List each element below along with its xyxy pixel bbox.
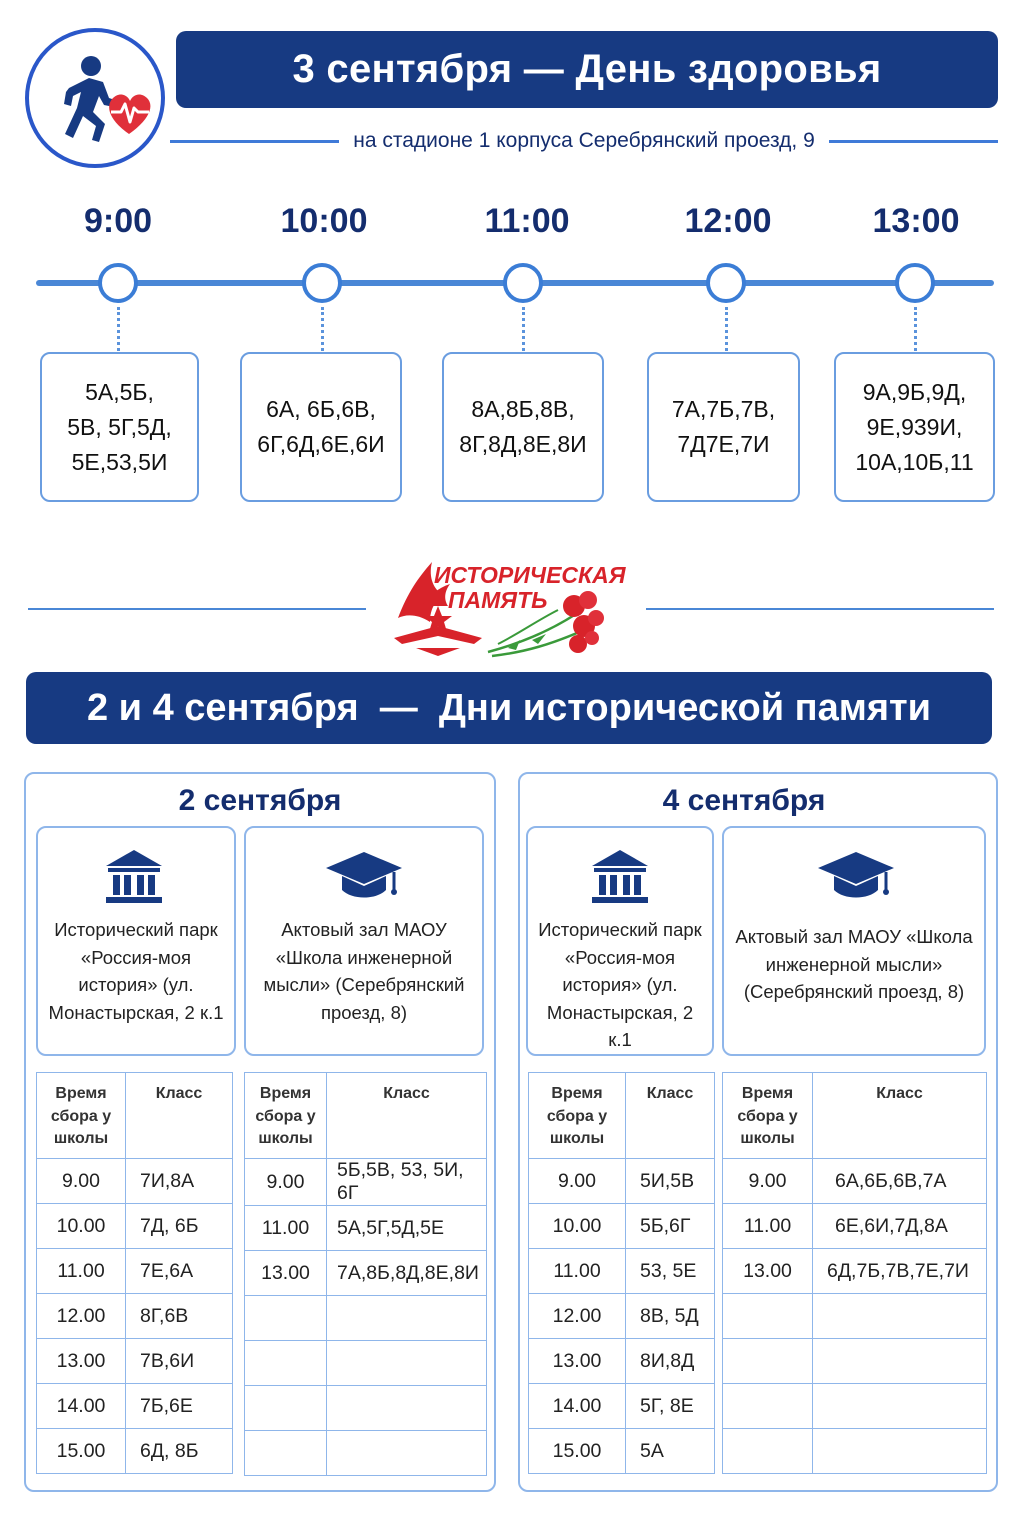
classes-line: 8А,8Б,8В, (471, 396, 575, 422)
schedule-table (244, 1072, 487, 1476)
table-row: 9.00 7И,8А (37, 1159, 233, 1204)
timeline-connector (522, 307, 525, 351)
table-row (723, 1294, 987, 1339)
timeline-dot (706, 263, 746, 303)
timeline-dot (895, 263, 935, 303)
table-row: 11.00 7Е,6А (37, 1249, 233, 1294)
graduation-cap-icon (324, 850, 404, 902)
timeline-dot (302, 263, 342, 303)
divider-line (170, 140, 339, 143)
schedule-table (36, 1072, 233, 1474)
table-row: 9.00 5Б,5В, 53, 5И, 6Г (245, 1159, 487, 1206)
health-day-subtitle-row (170, 125, 998, 157)
timeline-time: 9:00 (83, 202, 153, 240)
classes-line: 7А,7Б,7В, (671, 396, 776, 422)
table-row (723, 1384, 987, 1429)
panel-date: 4 сентября (662, 784, 826, 817)
table-row: 13.00 7В,6И (37, 1339, 233, 1384)
table-row: 13.00 8И,8Д (529, 1339, 715, 1384)
emblem-line1: ИСТОРИЧЕСКАЯ (434, 562, 626, 588)
emblem-line2: ПАМЯТЬ (448, 587, 548, 613)
schedule-table (722, 1072, 987, 1474)
timeline-time: 10:00 (280, 202, 368, 240)
graduation-cap-icon (816, 850, 896, 902)
health-logo (25, 28, 165, 168)
table-row: 10.00 7Д, 6Б (37, 1204, 233, 1249)
table-row (245, 1431, 487, 1476)
classes-line: 6А, 6Б,6В, (266, 396, 376, 422)
timeline-classes-box (647, 352, 800, 502)
location-text: Исторический парк «Россия-моя история» (ул. Монастырская, 2 к.1 (538, 919, 702, 1050)
header-time: Время сбора у школы (245, 1073, 327, 1159)
classes-line: 8Г,8Д,8Е,8И (459, 431, 587, 457)
timeline-connector (725, 307, 728, 351)
panel-date: 2 сентября (178, 784, 342, 817)
classes-line: 5Е,53,5И (71, 448, 168, 475)
table-row (245, 1386, 487, 1431)
table-row (723, 1429, 987, 1474)
table-row: 15.00 6Д, 8Б (37, 1429, 233, 1474)
table-row: 14.00 7Б,6Е (37, 1384, 233, 1429)
table-row: 11.00 5А,5Г,5Д,5Е (245, 1206, 487, 1251)
header-class: Класс (626, 1073, 715, 1159)
memory-days-title: 2 и 4 сентября — Дни исторической памяти (26, 672, 992, 744)
table-row: 12.00 8Г,6В (37, 1294, 233, 1339)
health-day-title: 3 сентября — День здоровья (176, 31, 998, 108)
table-row: 12.00 8В, 5Д (529, 1294, 715, 1339)
table-row (245, 1341, 487, 1386)
classes-line: 5А,5Б, (85, 378, 154, 405)
header-time: Время сбора у школы (37, 1073, 126, 1159)
classes-line: 9Е,939И, (866, 413, 963, 440)
table-row: 11.00 6Е,6И,7Д,8А (723, 1204, 987, 1249)
location-card (244, 826, 484, 1056)
timeline-dot (503, 263, 543, 303)
classes-line: 9А,9Б,9Д, (862, 378, 967, 405)
location-card (722, 826, 986, 1056)
timeline-dot (98, 263, 138, 303)
runner-heart-icon (29, 32, 161, 164)
timeline-connector (321, 307, 324, 351)
location-card (526, 826, 714, 1056)
health-day-subtitle: на стадионе 1 корпуса Серебрянский проезд, 9 (353, 129, 815, 152)
eternal-flame-carnation-icon (388, 548, 626, 668)
location-card (36, 826, 236, 1056)
timeline-time: 13:00 (872, 202, 960, 240)
museum-icon (590, 848, 650, 904)
timeline-classes-box (834, 352, 995, 502)
timeline-classes-box (40, 352, 199, 502)
timeline-time: 11:00 (484, 202, 570, 240)
table-row: 9.00 5И,5В (529, 1159, 715, 1204)
timeline-time: 12:00 (684, 202, 772, 240)
table-row: 10.00 5Б,6Г (529, 1204, 715, 1249)
header-time: Время сбора у школы (723, 1073, 813, 1159)
classes-line: 6Г,6Д,6Е,6И (257, 431, 385, 457)
classes-line: 7Д7Е,7И (677, 431, 770, 457)
divider-line (646, 608, 994, 610)
timeline-classes-box (442, 352, 604, 502)
header-class: Класс (126, 1073, 233, 1159)
timeline-connector (914, 307, 917, 351)
table-row: 14.00 5Г, 8Е (529, 1384, 715, 1429)
location-text: Исторический парк «Россия-моя история» (ул. Монастырская, 2 к.1 (48, 919, 224, 1023)
header-time: Время сбора у школы (529, 1073, 626, 1159)
table-row: 11.00 53, 5Е (529, 1249, 715, 1294)
location-text: Актовый зал МАОУ «Школа инженерной мысли» (Серебрянский проезд, 8) (735, 926, 973, 1002)
table-row: 15.00 5А (529, 1429, 715, 1474)
header-class: Класс (327, 1073, 487, 1159)
location-text: Актовый зал МАОУ «Школа инженерной мысли» (Серебрянский проезд, 8) (263, 919, 465, 1023)
divider-line (28, 608, 366, 610)
museum-icon (104, 848, 164, 904)
table-row (245, 1296, 487, 1341)
historical-memory-logo (388, 548, 626, 668)
header-class: Класс (813, 1073, 987, 1159)
table-row: 13.00 7А,8Б,8Д,8Е,8И (245, 1251, 487, 1296)
table-row: 9.00 6А,6Б,6В,7А (723, 1159, 987, 1204)
table-row: 13.00 6Д,7Б,7В,7Е,7И (723, 1249, 987, 1294)
timeline-connector (117, 307, 120, 351)
classes-line: 10А,10Б,11 (855, 448, 974, 475)
table-row (723, 1339, 987, 1384)
timeline-classes-box (240, 352, 402, 502)
divider-line (829, 140, 998, 143)
schedule-table (528, 1072, 715, 1474)
classes-line: 5В, 5Г,5Д, (67, 413, 172, 440)
